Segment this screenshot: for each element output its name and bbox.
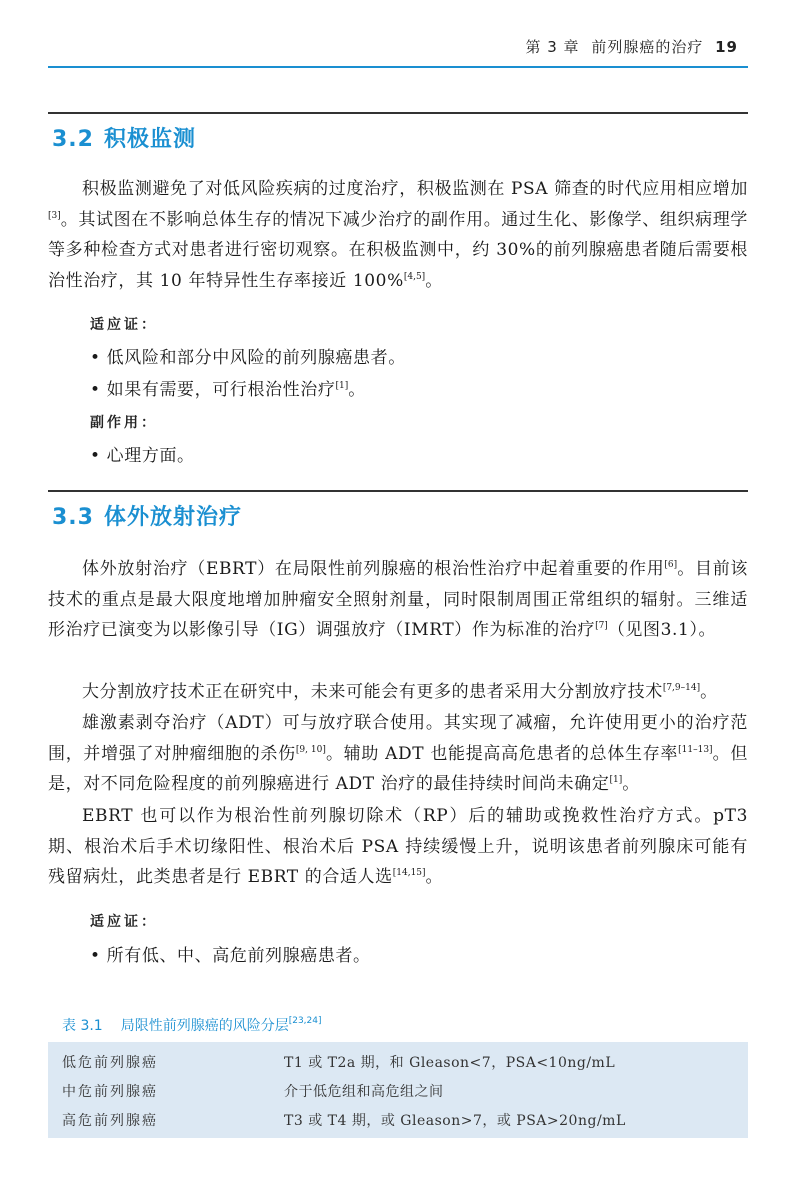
risk-cell: 低危前列腺癌: [62, 1055, 158, 1071]
section-3-2-heading: [48, 112, 748, 158]
citation: [7]: [595, 621, 608, 631]
side-effects-label: 副作用：: [90, 415, 158, 431]
chapter-title: 前列腺癌的治疗: [591, 38, 704, 56]
page-header: [48, 30, 748, 68]
list-item: • 所有低、中、高危前列腺癌患者。: [90, 941, 371, 966]
list-item: • 心理方面。: [90, 441, 195, 466]
risk-cell: 中危前列腺癌: [62, 1084, 158, 1100]
risk-cell: 高危前列腺癌: [62, 1113, 158, 1129]
table-row: [48, 1077, 748, 1103]
section-3-3-paragraph-3: 雄激素剥夺治疗（ADT）可与放疗联合使用。其实现了减瘤，允许使用更小的治疗范围，并增强了对肿瘤细胞的杀伤[9, 10]。辅助 ADT 也能提高高危患者的总体生存率[11–13]。但是，对不同危险程度的前列腺癌进行 ADT 治疗的最佳持续时间尚未确定[1]。: [48, 713, 748, 794]
citation: [3]: [48, 210, 61, 221]
citation: [6]: [664, 560, 678, 570]
table-caption: [62, 1015, 322, 1035]
section-3-2-paragraph: 积极监测避免了对低风险疾病的过度治疗，积极监测在 PSA 筛查的时代应用相应增加[3]。其试图在不影响总体生存的情况下减少治疗的副作用。通过生化、影像学、组织病理学等多种检查方式对患者进行密切观察。在积极监测中，约 30%的前列腺癌患者随后需要根治性治疗，其 10 年特异性生存率接近 100%[4,5]。: [48, 179, 748, 291]
citation: [14,15]: [392, 868, 426, 878]
indications-label: 适应证：: [90, 317, 158, 333]
section-3-3-title: 3.3 体外放射治疗: [52, 505, 242, 530]
indications-label: 适应证：: [90, 914, 158, 930]
citation: [9, 10]: [295, 744, 326, 755]
criteria-cell: T1 或 T2a 期，和 Gleason<7，PSA<10ng/mL: [284, 1055, 616, 1071]
citation: [4,5]: [403, 271, 426, 282]
table-row: [48, 1048, 748, 1074]
section-3-3-heading: [48, 490, 748, 536]
section-3-3-paragraph-4: EBRT 也可以作为根治性前列腺切除术（RP）后的辅助或挽救性治疗方式。pT3 期、根治术后手术切缘阳性、根治术后 PSA 持续缓慢上升，说明该患者前列腺床可能有残留病灶，此类患者是行 EBRT 的合适人选[14,15]。: [48, 806, 748, 887]
citation: [1]: [609, 775, 623, 785]
table-title: 局限性前列腺癌的风险分层: [120, 1018, 289, 1034]
citation: [11–13]: [678, 744, 713, 755]
citation: [7,9–14]: [662, 683, 701, 693]
table-row: [48, 1106, 748, 1132]
page-number: 19: [715, 38, 738, 56]
criteria-cell: 介于低危组和高危组之间: [284, 1084, 444, 1100]
running-head: [519, 36, 738, 57]
citation: [23,24]: [288, 1016, 322, 1026]
table-number: 表 3.1: [62, 1018, 103, 1034]
section-3-3-paragraph-2: 大分割放疗技术正在研究中，未来可能会有更多的患者采用大分割放疗技术[7,9–14]。: [82, 682, 718, 702]
risk-table: [48, 1042, 748, 1138]
section-3-3-paragraph-1: 体外放射治疗（EBRT）在局限性前列腺癌的根治性治疗中起着重要的作用[6]。目前该技术的重点是最大限度地增加肿瘤安全照射剂量，同时限制周围正常组织的辐射。三维适形治疗已演变为以影像引导（IG）调强放疗（IMRT）作为标准的治疗[7]（见图3.1）。: [48, 559, 748, 640]
list-item: • 低风险和部分中风险的前列腺癌患者。: [90, 343, 406, 368]
chapter-number: 第 3 章: [525, 38, 580, 56]
citation: [1]: [335, 381, 349, 391]
list-item: • 如果有需要，可行根治性治疗[1]。: [90, 375, 366, 400]
section-3-2-title: 3.2 积极监测: [52, 127, 196, 152]
criteria-cell: T3 或 T4 期，或 Gleason>7，或 PSA>20ng/mL: [284, 1113, 626, 1129]
